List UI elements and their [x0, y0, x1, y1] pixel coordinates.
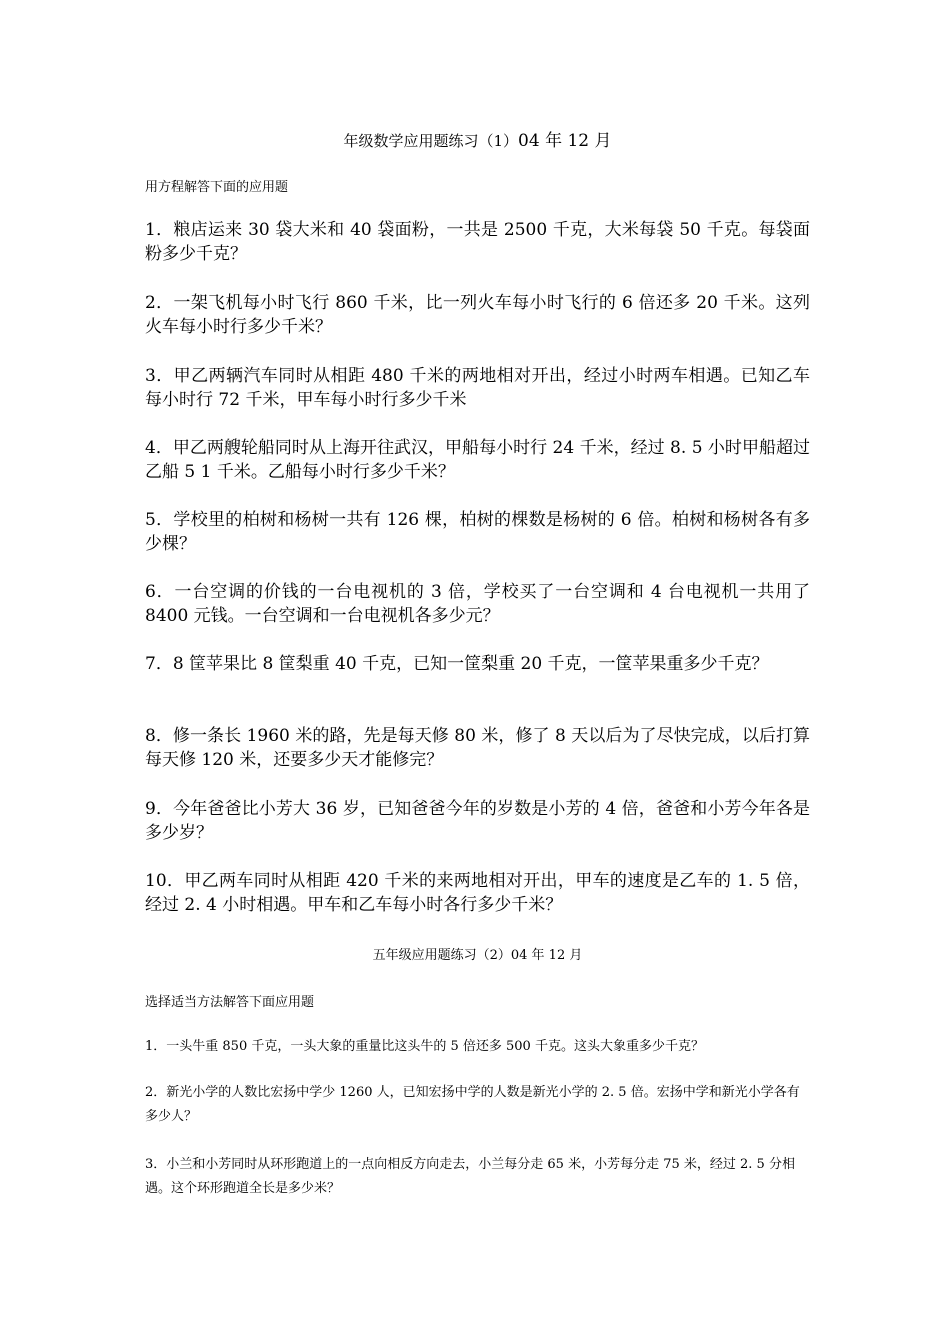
section2-question-3: 3．小兰和小芳同时从环形跑道上的一点向相反方向走去，小兰每分走 65 米，小芳每分走 75 米，经过 2. 5 分相遇。这个环形跑道全长是多少米？	[145, 1157, 795, 1196]
question-8: 8．修一条长 1960 米的路，先是每天修 80 米，修了 8 天以后为了尽快完成，以后打算每天修 120 米，还要多少天才能修完？	[145, 726, 810, 770]
question-9: 9．今年爸爸比小芳大 36 岁，已知爸爸今年的岁数是小芳的 4 倍，爸爸和小芳今年各是多少岁？	[145, 799, 810, 843]
section2-question-1: 1．一头牛重 850 千克，一头大象的重量比这头牛的 5 倍还多 500 千克。这头大象重多少千克？	[145, 1039, 704, 1054]
question-5: 5．学校里的柏树和杨树一共有 126 棵，柏树的棵数是杨树的 6 倍。柏树和杨树各有多少棵？	[145, 510, 810, 554]
section2-title: 五年级应用题练习（2）04 年 12 月	[372, 948, 583, 963]
question-2: 2．一架飞机每小时飞行 860 千米，比一列火车每小时飞行的 6 倍还多 20 千米。这列火车每小时行多少千米？	[145, 293, 810, 337]
question-10: 10．甲乙两车同时从相距 420 千米的来两地相对开出，甲车的速度是乙车的 1. 5 倍，经过 2. 4 小时相遇。甲车和乙车每小时各行多少千米？	[145, 871, 810, 915]
section1-title	[145, 126, 810, 151]
question-4: 4．甲乙两艘轮船同时从上海开往武汉，甲船每小时行 24 千米，经过 8. 5 小时甲船超过乙船 5 1 千米。乙船每小时行多少千米？	[145, 438, 810, 482]
section2-question-2: 2．新光小学的人数比宏扬中学少 1260 人，已知宏扬中学的人数是新光小学的 2. 5 倍。宏扬中学和新光小学各有多少人？	[145, 1085, 800, 1124]
question-3: 3．甲乙两辆汽车同时从相距 480 千米的两地相对开出，经过小时两车相遇。已知乙车每小时行 72 千米，甲车每小时行多少千米	[145, 366, 810, 410]
question-6: 6．一台空调的价钱的一台电视机的 3 倍，学校买了一台空调和 4 台电视机一共用了 8400 元钱。一台空调和一台电视机各多少元？	[145, 582, 810, 626]
section1-instruction: 用方程解答下面的应用题	[145, 180, 289, 195]
question-7: 7．8 筐苹果比 8 筐梨重 40 千克，已知一筐梨重 20 千克，一筐苹果重多少千克？	[145, 654, 769, 674]
question-1: 1．粮店运来 30 袋大米和 40 袋面粉，一共是 2500 千克，大米每袋 50 千克。每袋面粉多少千克？	[145, 220, 810, 264]
section1-title-date: 04 年 12 月	[518, 131, 612, 151]
section2-instruction: 选择适当方法解答下面应用题	[145, 995, 315, 1010]
section1-title-text: 年级数学应用题练习（1）	[343, 132, 519, 150]
